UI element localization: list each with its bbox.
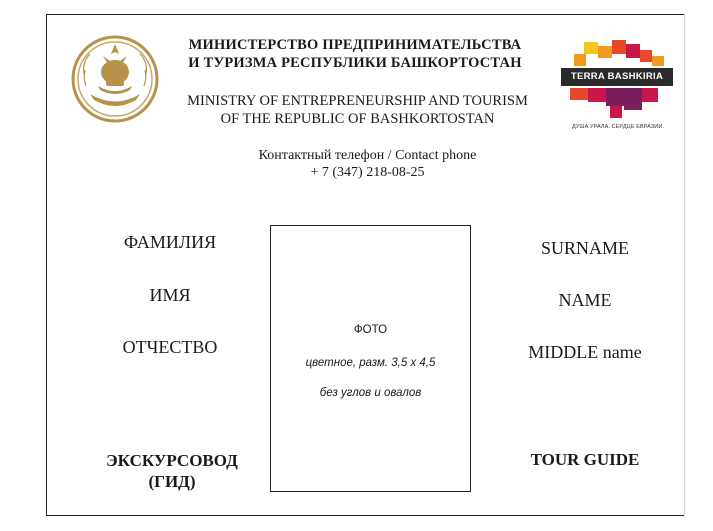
contact-block	[210, 147, 525, 181]
photo-placeholder	[270, 225, 471, 492]
field-middle-name-en: MIDDLE name	[528, 342, 642, 362]
field-name-ru: ИМЯ	[149, 285, 191, 305]
role-ru-line1: ЭКСКУРСОВОД	[106, 451, 238, 470]
contact-label: Контактный телефон / Contact phone	[258, 148, 477, 163]
field-name-en: NAME	[558, 290, 612, 310]
photo-note: без углов и овалов	[319, 387, 422, 399]
field-surname-en: SURNAME	[540, 238, 629, 258]
role-ru	[82, 450, 262, 492]
field-middle-name-ru: ОТЧЕСТВО	[122, 337, 218, 357]
ministry-name-ru-line1: МИНИСТЕРСТВО ПРЕДПРИНИМАТЕЛЬСТВА	[188, 37, 522, 53]
field-surname-ru: ФАМИЛИЯ	[123, 232, 217, 252]
ministry-name-en-line1: MINISTRY OF ENTREPRENEURSHIP AND TOURISM	[187, 93, 528, 109]
photo-title: ФОТО	[353, 324, 388, 336]
role-en: TOUR GUIDE	[530, 450, 640, 469]
coat-of-arms-icon	[70, 34, 160, 124]
logo-slogan: ДУША УРАЛА. СЕРДЦЕ ЕВРАЗИИ.	[571, 124, 665, 130]
ministry-name-ru-line2: И ТУРИЗМА РЕСПУБЛИКИ БАШКОРТОСТАН	[188, 55, 522, 71]
ministry-name-en-line2: OF THE REPUBLIC OF BASHKORTOSTAN	[220, 111, 495, 127]
role-ru-line2: (ГИД)	[148, 472, 196, 491]
ministry-name-en	[160, 92, 555, 128]
photo-spec: цветное, разм. 3,5 х 4,5	[305, 357, 436, 369]
logo-brand: TERRA BASHKIRIA	[561, 68, 673, 86]
ministry-name-ru	[150, 36, 560, 72]
card-right-edge	[684, 14, 685, 516]
contact-phone: + 7 (347) 218-08-25	[310, 165, 425, 180]
